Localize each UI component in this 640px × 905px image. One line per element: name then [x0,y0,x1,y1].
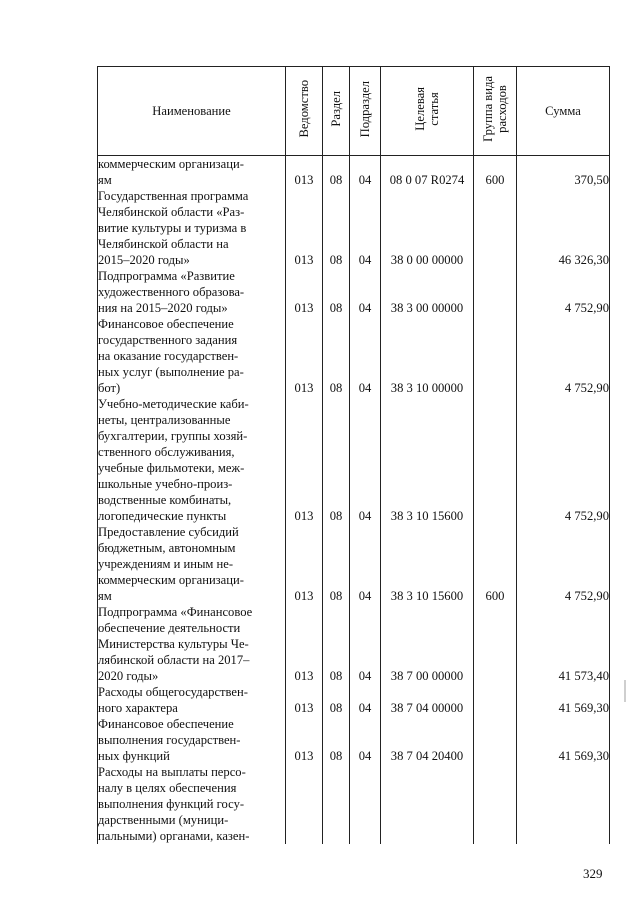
table-row [98,156,610,189]
table-row [98,764,610,844]
row-podrazdel: 04 [350,604,381,684]
row-expense-group [474,396,517,524]
row-target-article: 38 3 10 00000 [381,316,474,396]
row-name: Учебно-методические каби- неты, централизованные бухгалтерии, группы хозяй- ственного обслуживания, учебные фильмотеки, меж- школьные учебно-произ- водственные комбинаты, логопедические пункты [98,396,286,524]
row-podrazdel: 04 [350,524,381,604]
row-razdel: 08 [323,396,350,524]
row-target-article: 38 3 10 15600 [381,524,474,604]
row-razdel: 08 [323,716,350,764]
header-vedomstvo: Ведомство [286,67,323,156]
row-podrazdel: 04 [350,396,381,524]
row-name: Подпрограмма «Развитие художественного образова- ния на 2015–2020 годы» [98,268,286,316]
table-row [98,316,610,396]
row-razdel: 08 [323,604,350,684]
table-row [98,604,610,684]
row-podrazdel [350,764,381,844]
row-razdel: 08 [323,316,350,396]
table-row [98,524,610,604]
row-razdel: 08 [323,684,350,716]
row-expense-group [474,268,517,316]
row-sum: 46 326,30 [517,188,610,268]
row-name: Финансовое обеспечение государственного задания на оказание государствен- ных услуг (выполнение ра- бот) [98,316,286,396]
row-target-article [381,764,474,844]
row-razdel: 08 [323,156,350,189]
page-number: 329 [583,866,603,881]
row-sum: 41 573,40 [517,604,610,684]
row-razdel: 08 [323,188,350,268]
row-vedomstvo: 013 [286,716,323,764]
row-target-article: 38 7 00 00000 [381,604,474,684]
row-expense-group: 600 [474,156,517,189]
header-name: Наименование [98,67,286,156]
row-vedomstvo: 013 [286,156,323,189]
row-name: Подпрограмма «Финансовое обеспечение деятельности Министерства культуры Че- лябинской области на 2017– 2020 годы» [98,604,286,684]
row-expense-group [474,604,517,684]
budget-table [97,66,610,844]
row-sum: 4 752,90 [517,396,610,524]
row-target-article: 38 3 00 00000 [381,268,474,316]
row-expense-group [474,316,517,396]
row-sum: 4 752,90 [517,316,610,396]
row-sum: 4 752,90 [517,268,610,316]
row-podrazdel: 04 [350,188,381,268]
row-vedomstvo: 013 [286,604,323,684]
row-name: Расходы общегосударствен- ного характера [98,684,286,716]
row-vedomstvo: 013 [286,188,323,268]
row-sum: 370,50 [517,156,610,189]
header-target-article: Целевая статья [381,67,474,156]
row-vedomstvo: 013 [286,684,323,716]
table-row [98,188,610,268]
row-name: Финансовое обеспечение выполнения государствен- ных функций [98,716,286,764]
row-target-article: 08 0 07 R0274 [381,156,474,189]
row-sum [517,764,610,844]
row-target-article: 38 3 10 15600 [381,396,474,524]
row-vedomstvo [286,764,323,844]
row-expense-group: 600 [474,524,517,604]
table-header-row [98,67,610,156]
header-expense-group: Группа вида расходов [474,67,517,156]
row-name: Предоставление субсидий бюджетным, автономным учреждениям и иным не- коммерческим организаци- ям [98,524,286,604]
row-name: коммерческим организаци- ям [98,156,286,189]
table-row [98,716,610,764]
header-podrazdel: Подраздел [350,67,381,156]
row-podrazdel: 04 [350,156,381,189]
row-vedomstvo: 013 [286,396,323,524]
table-row [98,396,610,524]
row-name: Государственная программа Челябинской области «Раз- витие культуры и туризма в Челябинской области на 2015–2020 годы» [98,188,286,268]
row-target-article: 38 7 04 20400 [381,716,474,764]
row-sum: 41 569,30 [517,716,610,764]
row-podrazdel: 04 [350,316,381,396]
row-sum: 41 569,30 [517,684,610,716]
row-razdel [323,764,350,844]
row-expense-group [474,684,517,716]
row-target-article: 38 0 00 00000 [381,188,474,268]
table-row [98,268,610,316]
row-vedomstvo: 013 [286,524,323,604]
row-sum: 4 752,90 [517,524,610,604]
row-vedomstvo: 013 [286,268,323,316]
table-row [98,684,610,716]
row-name: Расходы на выплаты персо- налу в целях обеспечения выполнения функций госу- дарственными (муници- пальными) органами, казен- [98,764,286,844]
row-expense-group [474,188,517,268]
row-vedomstvo: 013 [286,316,323,396]
row-razdel: 08 [323,524,350,604]
row-expense-group [474,716,517,764]
row-target-article: 38 7 04 00000 [381,684,474,716]
row-podrazdel: 04 [350,268,381,316]
row-podrazdel: 04 [350,684,381,716]
scan-mark [624,680,626,702]
header-razdel: Раздел [323,67,350,156]
header-sum: Сумма [517,67,610,156]
row-podrazdel: 04 [350,716,381,764]
row-expense-group [474,764,517,844]
row-razdel: 08 [323,268,350,316]
